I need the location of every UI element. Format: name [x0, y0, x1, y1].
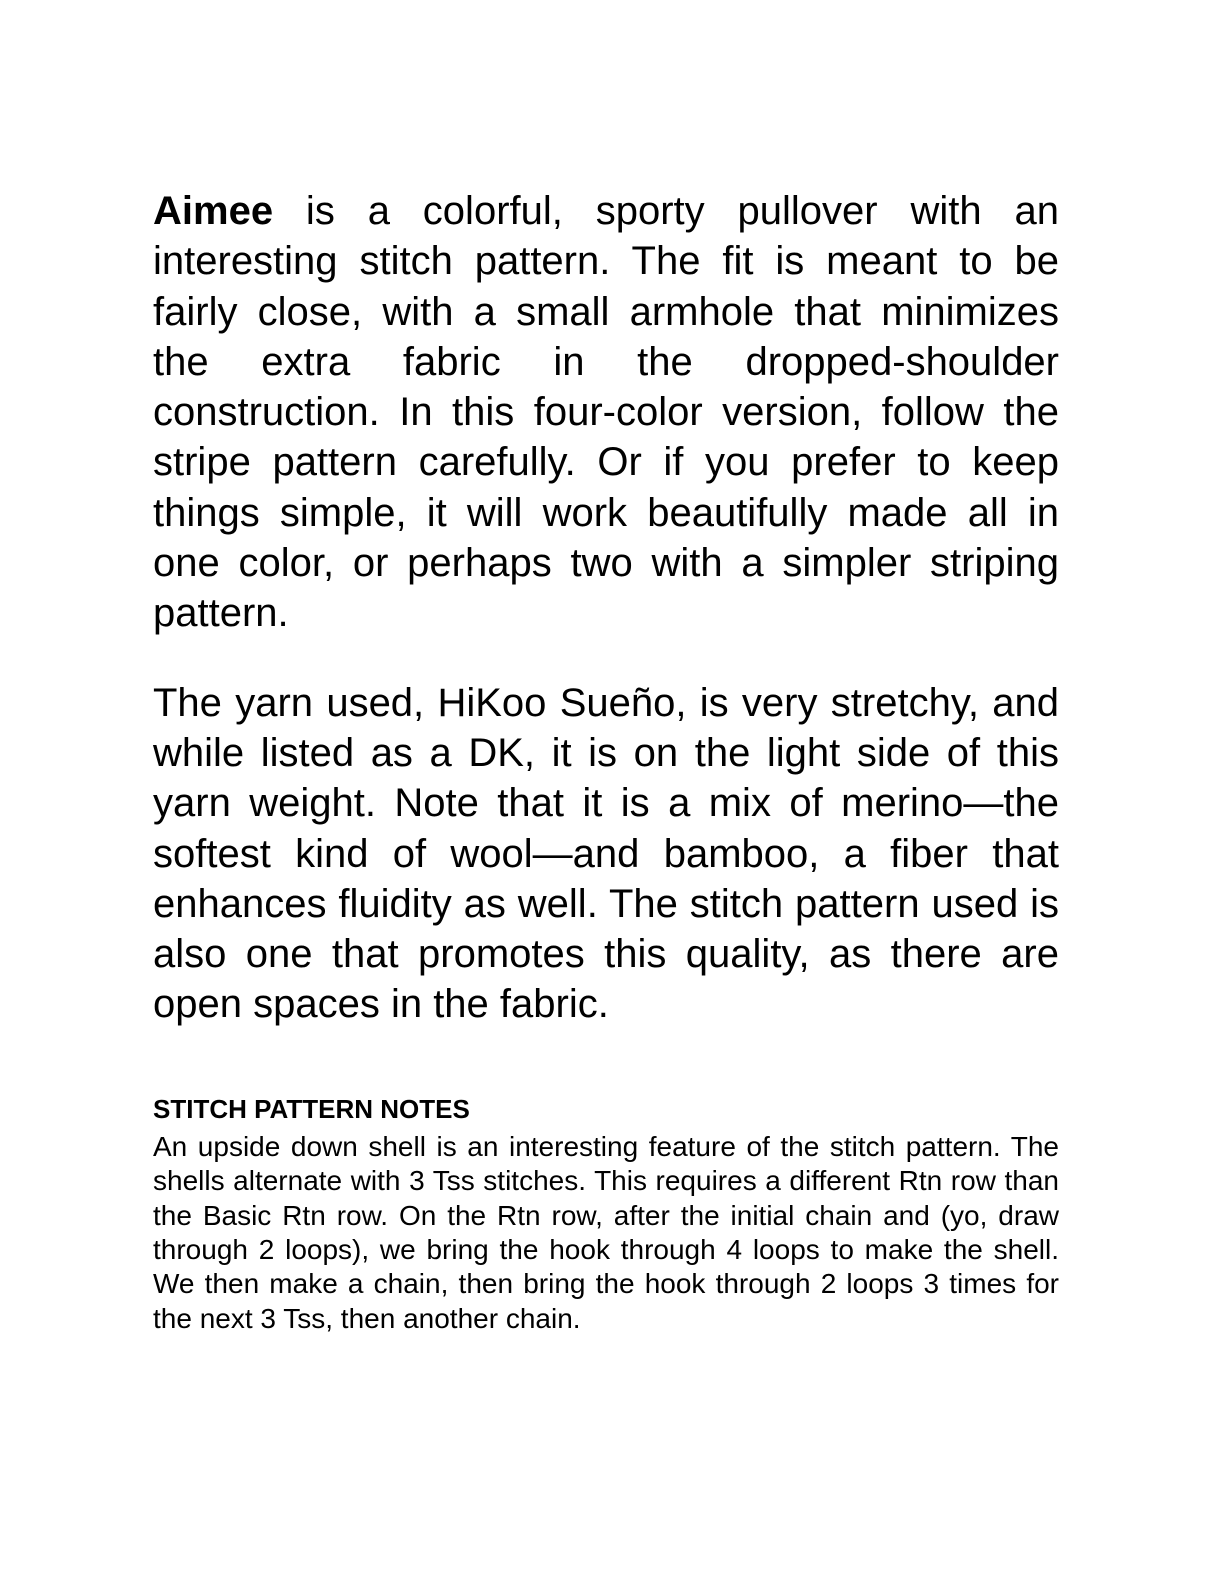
product-name: Aimee [153, 189, 274, 233]
document-page [153, 186, 1059, 1336]
intro-paragraph-1 [153, 186, 1059, 639]
stitch-notes-body: An upside down shell is an interesting feature of the stitch pattern. The shells alternate with 3 Tss stitches. This requires a different Rtn row than the Basic Rtn row. On the Rtn row, after the initial chain and (yo, draw through 2 loops), we bring the hook through 4 loops to make the shell. We then make a chain, then bring the hook through 2 loops 3 times for the next 3 Tss, then another chain. [153, 1130, 1059, 1334]
stitch-notes-heading: STITCH PATTERN NOTES [153, 1093, 470, 1124]
intro-paragraph-1-text: is a colorful, sporty pullover with an interesting stitch pattern. The fit is meant to be fairly close, with a small armhole that minimizes the extra fabric in the dropped-shoulder construction. In this four-color version, follow the stripe pattern carefully. Or if you prefer to keep things simple, it will work beautifully made all in one color, or perhaps two with a simpler striping pattern. [153, 189, 1059, 636]
intro-paragraph-2: The yarn used, HiKoo Sueño, is very stretchy, and while listed as a DK, it is on the light side of this yarn weight. Note that it is a mix of merino—the softest kind of wool—and bamboo, a fiber that enhances fluidity as well. The stitch pattern used is also one that promotes this quality, as there are open spaces in the fabric. [153, 680, 1059, 1027]
